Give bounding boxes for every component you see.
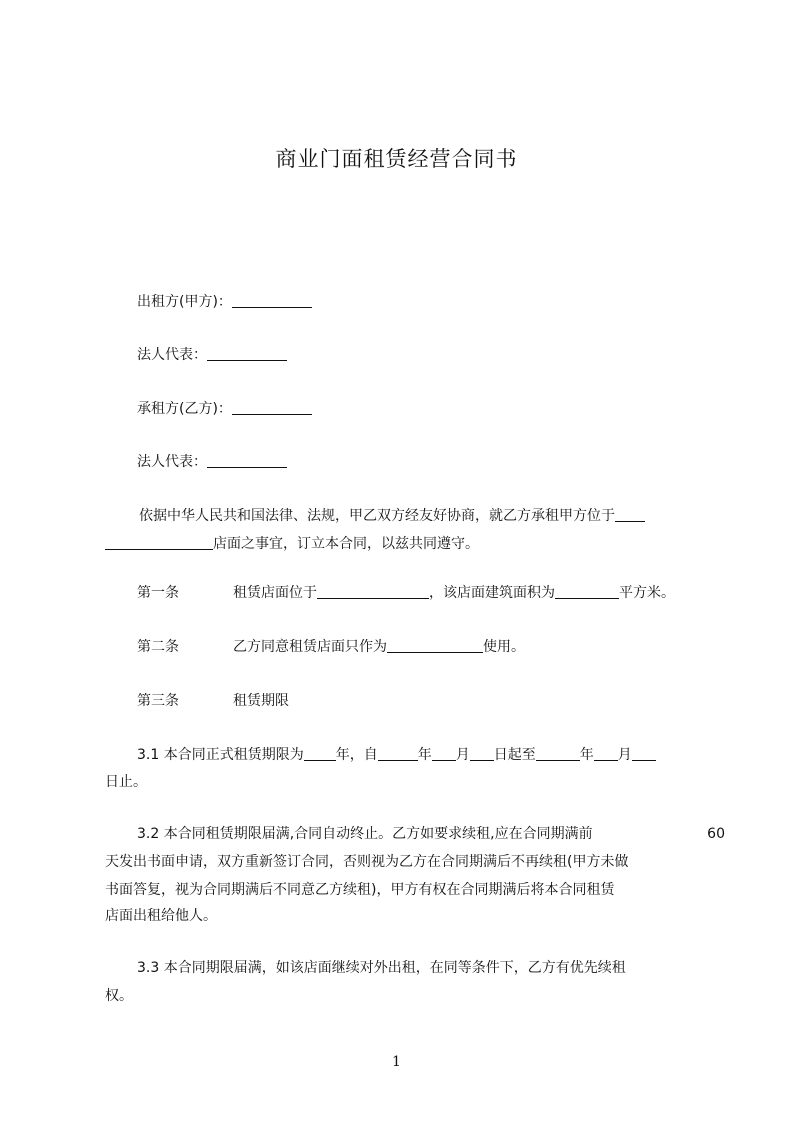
- article-1: [105, 581, 737, 605]
- intro-line-1: [105, 504, 739, 528]
- intro-line-2: [105, 532, 705, 556]
- clause-3-2-line-1-text: 3.2 本合同租赁期限届满,合同自动终止。乙方如要求续租,应在合同期满前: [137, 826, 593, 842]
- lessor-rep-line: [105, 343, 737, 367]
- clause-3-2-line-2-text: 天发出书面申请，双方重新签订合同，否则视为乙方在合同期满后不再续租(甲方未做: [105, 854, 629, 870]
- clause-3-1-years-blank: [304, 746, 336, 761]
- clause-3-1-d: 月: [455, 747, 470, 763]
- intro-blank-1: [615, 507, 645, 522]
- clause-3-1-line-2-text: 日止。: [105, 774, 147, 790]
- intro-text-1: 依据中华人民共和国法律、法规，甲乙双方经友好协商，就乙方承租甲方位于: [139, 508, 615, 524]
- article-1-area-blank: [555, 584, 619, 599]
- clause-3-2-line-4-text: 店面出租给他人。: [105, 908, 217, 924]
- clause-3-2-line-1: [105, 822, 737, 846]
- lessor-line: [105, 290, 737, 314]
- clause-3-1-start-year-blank: [378, 746, 418, 761]
- article-2-text-b: 使用。: [483, 639, 525, 655]
- lessee-rep-blank: [207, 453, 287, 468]
- lessee-rep-line: [105, 450, 737, 474]
- clause-3-2-line-2: [105, 850, 705, 874]
- clause-3-1-b: 年，自: [335, 747, 378, 763]
- article-2: [105, 635, 737, 659]
- clause-3-1-end-month-blank: [594, 746, 618, 761]
- clause-3-1-a: 3.1 本合同正式租赁期限为: [137, 747, 304, 763]
- lessor-rep-blank: [207, 346, 287, 361]
- article-3: [105, 689, 737, 713]
- document-title: 商业门面租赁经营合同书: [275, 147, 518, 171]
- clause-3-2-days: 60: [707, 826, 725, 842]
- article-2-use-blank: [387, 638, 483, 653]
- article-1-text-a: 租赁店面位于: [233, 585, 317, 601]
- article-2-label: 第二条: [137, 639, 179, 655]
- intro-blank-2: [105, 535, 213, 550]
- clause-3-1-line-2: [105, 770, 705, 794]
- clause-3-3-line-1-text: 3.3 本合同期限届满，如该店面继续对外出租，在同等条件下，乙方有优先续租: [137, 960, 626, 976]
- intro-text-2: 店面之事宜，订立本合同，以兹共同遵守。: [213, 536, 479, 552]
- clause-3-1-g: 月: [617, 747, 632, 763]
- clause-3-1-start-day-blank: [470, 746, 494, 761]
- article-3-text: 租赁期限: [233, 693, 289, 709]
- clause-3-2-line-3: [105, 878, 705, 902]
- clause-3-3-line-2: [105, 984, 705, 1008]
- article-3-label: 第三条: [137, 693, 179, 709]
- clause-3-1-c: 年: [417, 747, 432, 763]
- clause-3-2-line-3-text: 书面答复，视为合同期满后不同意乙方续租)，甲方有权在合同期满后将本合同租赁: [105, 882, 615, 898]
- clause-3-1-e: 日起至: [493, 747, 536, 763]
- article-1-text-c: 平方米。: [619, 585, 675, 601]
- article-2-text-a: 乙方同意租赁店面只作为: [233, 639, 387, 655]
- article-1-label: 第一条: [137, 585, 179, 601]
- lessor-rep-label: 法人代表：: [137, 347, 207, 363]
- clause-3-2-line-4: [105, 904, 705, 928]
- clause-3-3-line-1: [105, 956, 737, 980]
- lessee-line: [105, 397, 737, 421]
- article-1-text-b: ，该店面建筑面积为: [429, 585, 555, 601]
- clause-3-1-line-1: [105, 743, 737, 767]
- clause-3-3-line-2-text: 权。: [105, 988, 133, 1004]
- clause-3-1-f: 年: [579, 747, 594, 763]
- lessee-blank: [232, 400, 312, 415]
- lessee-rep-label: 法人代表：: [137, 454, 207, 470]
- lessee-label: 承租方(乙方)：: [137, 401, 232, 417]
- clause-3-1-start-month-blank: [432, 746, 456, 761]
- page-number: 1: [392, 1054, 401, 1070]
- lessor-blank: [232, 293, 312, 308]
- clause-3-1-end-year-blank: [536, 746, 580, 761]
- article-1-location-blank: [317, 584, 429, 599]
- clause-3-1-end-day-blank: [632, 746, 656, 761]
- lessor-label: 出租方(甲方)：: [137, 294, 232, 310]
